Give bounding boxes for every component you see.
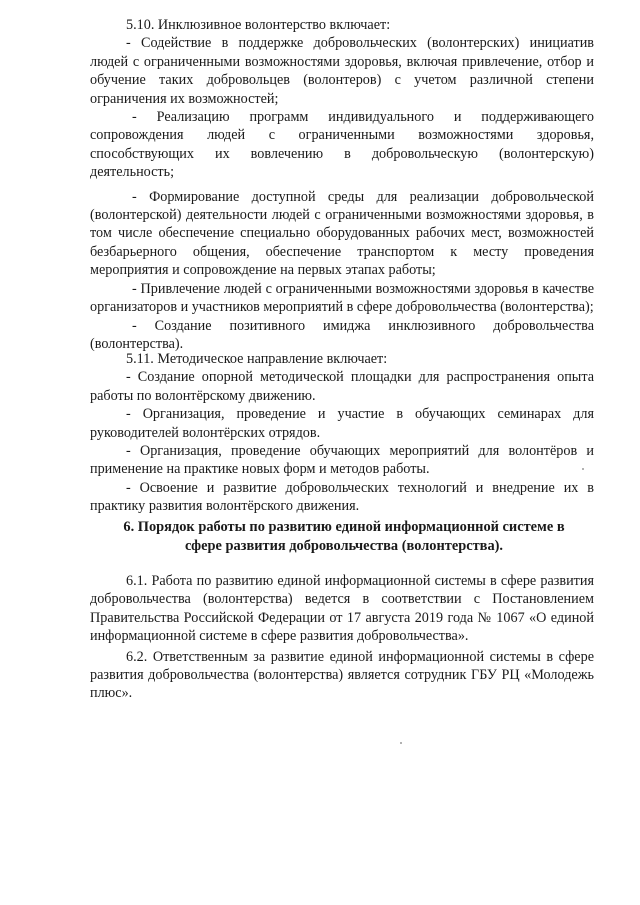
- list-item: - Содействие в поддержке добровольческих (волонтерских) инициатив людей с ограниченными возможностями здоровья, включая привлечение, отбор и обучение таких добровольцев (волонтеров) с учетом различной степени ограничения их возможностей;: [90, 35, 594, 107]
- scan-speck: [582, 468, 584, 470]
- section-6-heading-line2: сфере развития добровольчества (волонтерства).: [184, 538, 504, 554]
- section-5-11-title: 5.11. Методическое направление включает:: [126, 351, 388, 367]
- list-item: - Организация, проведение и участие в обучающих семинарах для руководителей волонтёрских отрядов.: [90, 406, 594, 441]
- section-6-heading-line1: 6. Порядок работы по развитию единой информационной системе в: [123, 519, 565, 535]
- list-item: - Создание позитивного имиджа инклюзивного добровольчества (волонтерства).: [90, 317, 594, 352]
- section-5-10-title: 5.10. Инклюзивное волонтерство включает:: [126, 17, 391, 33]
- section-6-heading: [96, 518, 592, 556]
- list-item: - Организация, проведение обучающих мероприятий для волонтёров и применение на практике новых форм и методов работы.: [90, 443, 594, 478]
- list-item: - Создание опорной методической площадки для распространения опыта работы по волонтёрскому движению.: [90, 369, 594, 404]
- scan-speck: [400, 742, 402, 744]
- list-item: - Привлечение людей с ограниченными возможностями здоровья в качестве организаторов и участников мероприятий в сфере добровольчества (волонтерства);: [90, 280, 594, 316]
- list-item: - Реализацию программ индивидуального и поддерживающего сопровождения людей с ограниченными возможностями здоровья, способствующих их вовлечению в добровольческую (волонтерскую) деятельность;: [90, 109, 594, 181]
- list-item: - Освоение и развитие добровольческих технологий и внедрение их в практику развития волонтёрского движения.: [90, 479, 594, 515]
- list-item: - Формирование доступной среды для реализации добровольческой (волонтерской) деятельности людей с ограниченными возможностями здоровья, в том числе обеспечение специально оборудованных рабочих мест, возможностей безбарьерного общения, обеспечение транспортом к месту проведения мероприятия и сопровождение на первых этапах работы;: [90, 188, 594, 279]
- paragraph-6-2: 6.2. Ответственным за развитие единой информационной системы в сфере развития добровольчества (волонтерства) является сотрудник ГБУ РЦ «Молодежь плюс».: [90, 648, 594, 702]
- section-6-body: [90, 572, 594, 703]
- section-5-11: [90, 350, 594, 516]
- paragraph-6-1: 6.1. Работа по развитию единой информационной системы в сфере развития добровольчества (волонтерства) ведется в соответствии с Постановлением Правительства Российской Федерации от 17 августа 2019 года № 1067 «О единой информационной системе в сфере развития добровольчества».: [90, 573, 594, 645]
- section-5-10: [90, 16, 594, 353]
